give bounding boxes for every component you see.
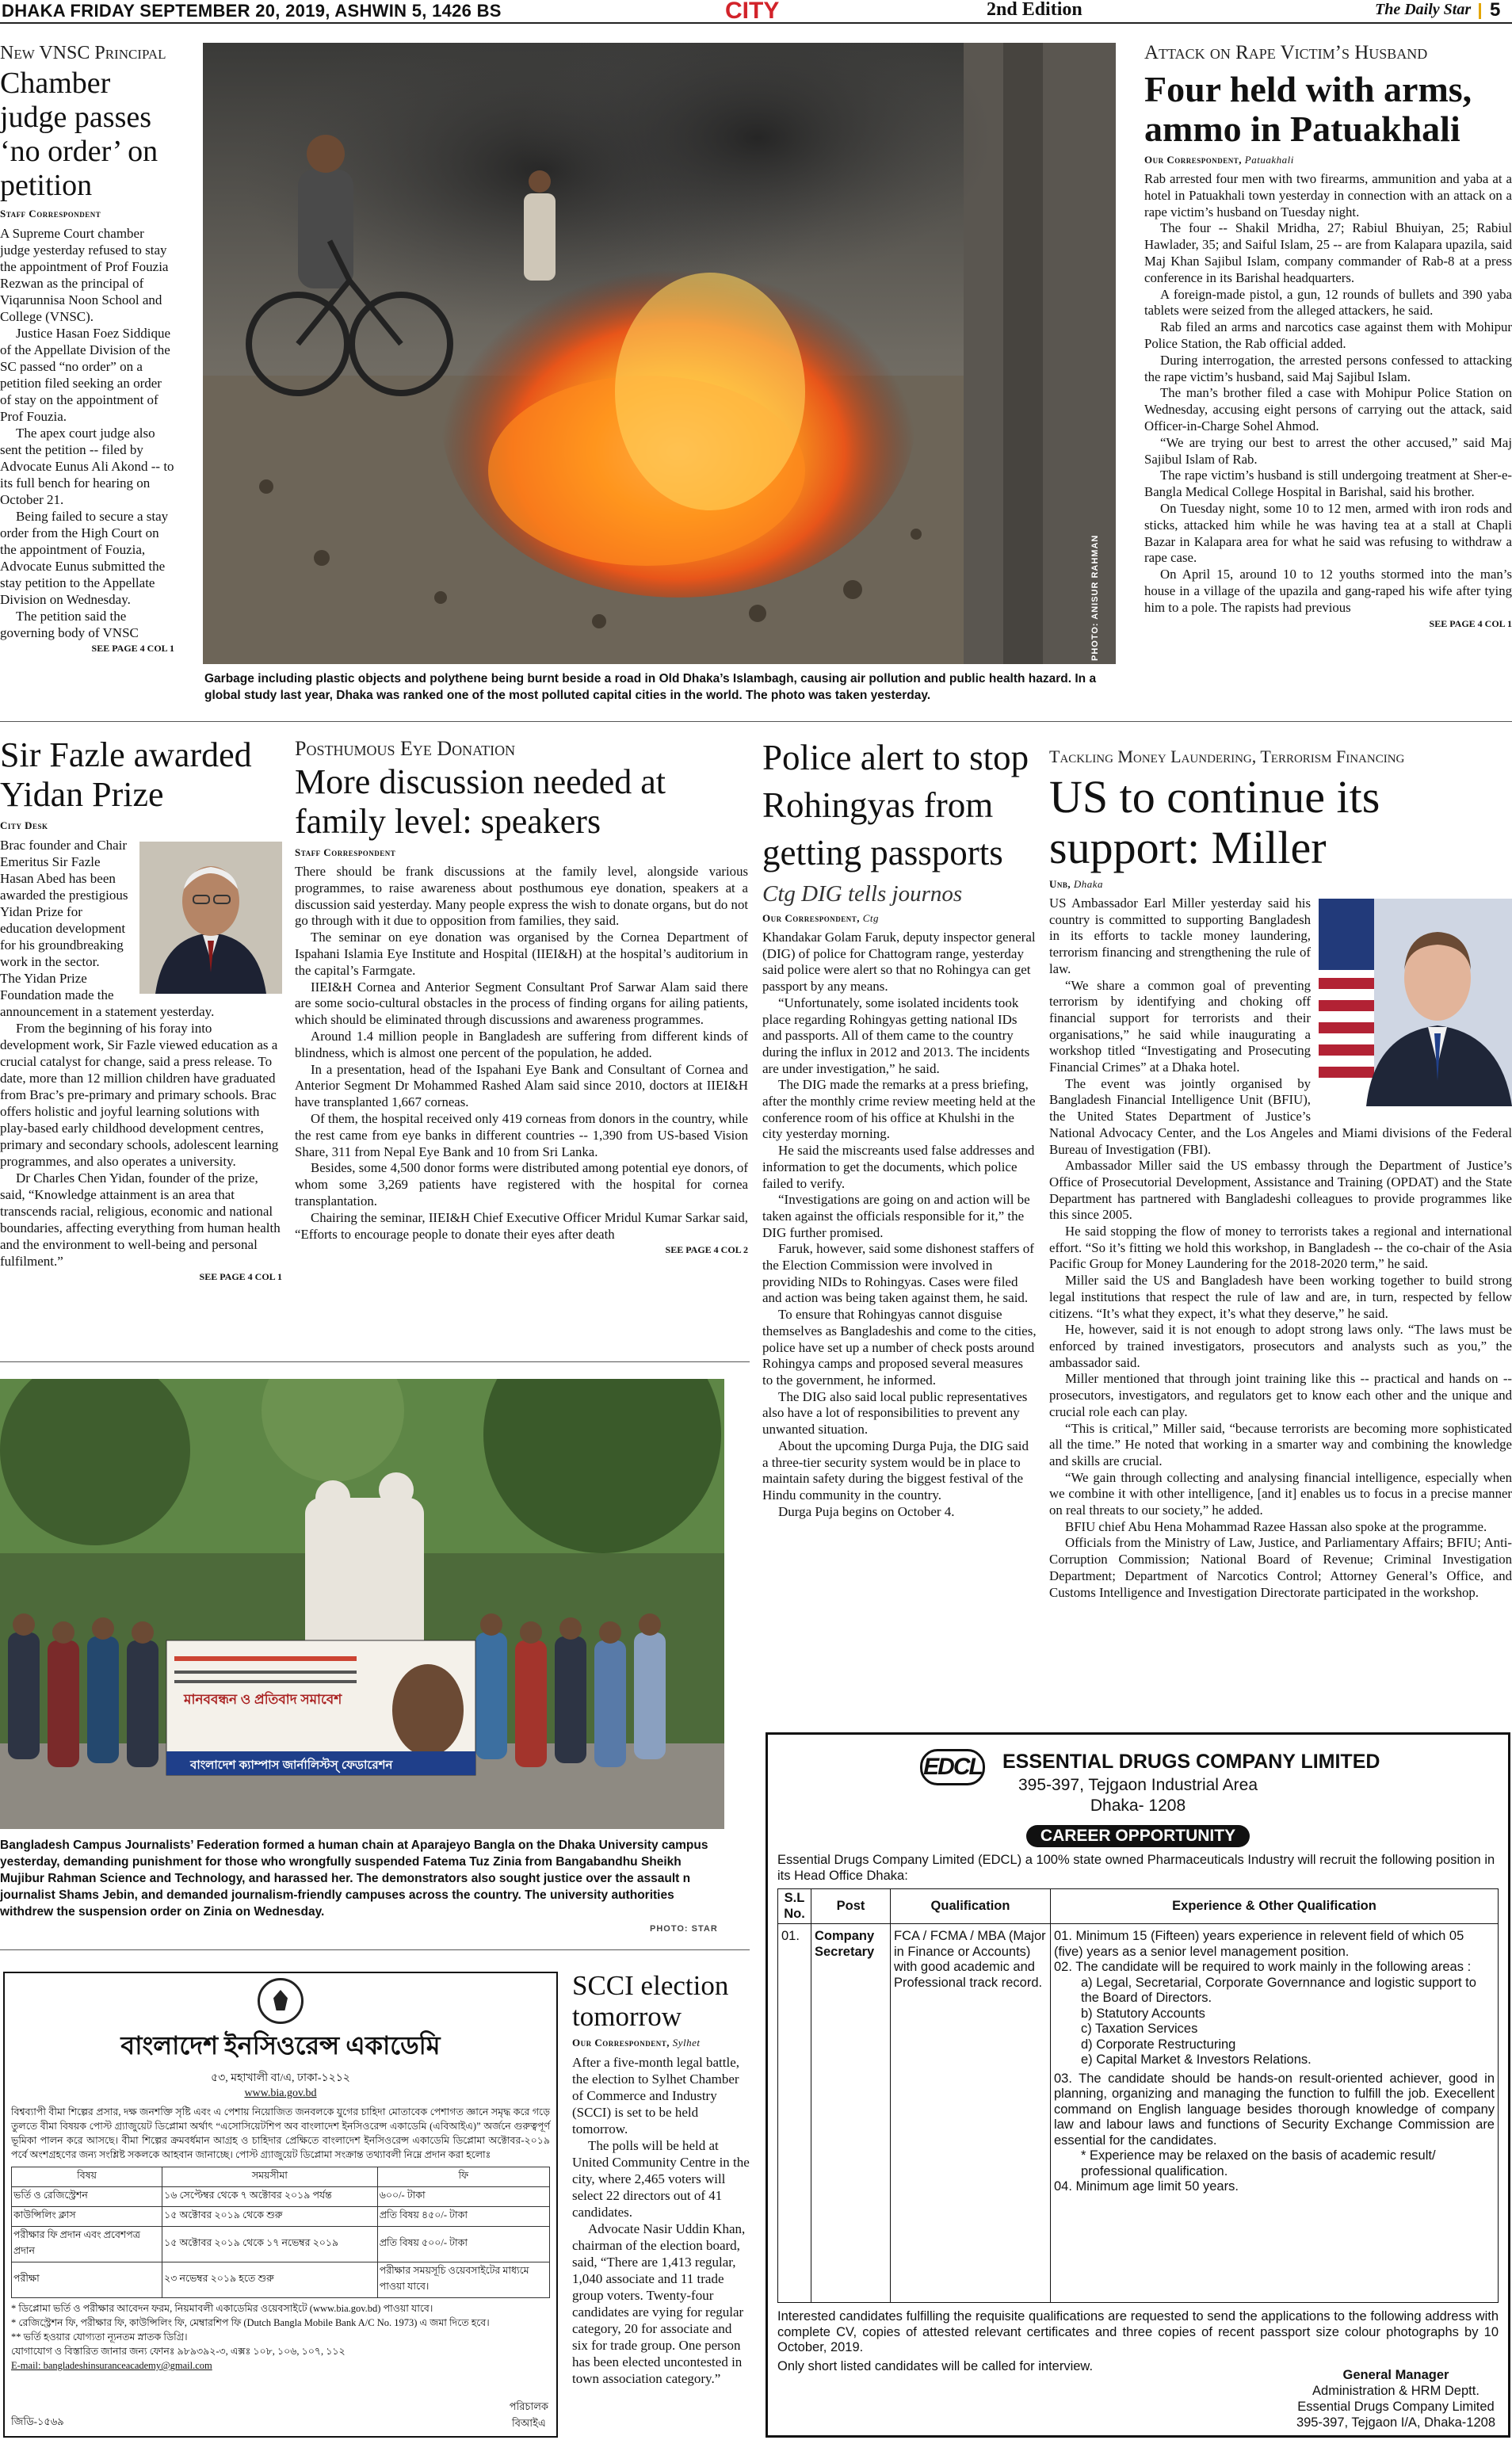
vnsc-para: The apex court judge also sent the petition -- filed by Advocate Eunus Ali Akond -- to its full bench for hearing on October 21. [0, 426, 174, 507]
us-para: BFIU chief Abu Hena Mohammad Razee Hassan also spoke at the programme. [1065, 1518, 1487, 1534]
table-cell: FCA / FCMA / MBA (Major in Finance or Accounts) with good academic and Professional track record. [891, 1924, 1051, 2303]
bia-emblem [258, 1978, 304, 2024]
table-cell: ২৩ নভেম্বর ২০১৯ হতে শুরু [162, 2262, 378, 2298]
attack-byline [1144, 154, 1512, 166]
us-byline [1049, 878, 1512, 891]
table-cell: প্রতি বিষয় ৫০০/- টাকা [377, 2227, 549, 2262]
table-cell: 01. [778, 1924, 811, 2303]
eye-para: Around 1.4 million people in Bangladesh are suffering from different kinds of blindness, which is almost one percent of the population, he added. [295, 1028, 748, 1060]
edcl-exp: 04. Minimum age limit 50 years. [1054, 2179, 1239, 2194]
table-cell: পরীক্ষার সময়সূচি ওয়েবসাইটের মাধ্যমে পাওয়া যাবে। [377, 2262, 549, 2298]
police-para: To ensure that Rohingyas cannot disguise themselves as Bangladeshis and come to the cities, police have set up a number of check posts around Rohingya camps and proposed several measures to the government, he informed. [762, 1307, 1037, 1388]
vnsc-article [0, 41, 174, 707]
bia-email[interactable]: E-mail: bangladeshinsuranceacademy@gmail.com [11, 2360, 212, 2371]
us-para: He, however, said it is not enough to adopt strong laws only. “The laws must be enforced by trained investigators, prosecutors and analysts such as you,” the ambassador said. [1049, 1322, 1512, 1370]
vnsc-byline: Staff Correspondent [0, 208, 101, 220]
police-para: The DIG made the remarks at a press briefing, after the monthly crime review meeting held at the conference room of his office at Khulshi in the city yesterday morning. [762, 1077, 1036, 1142]
human-chain-photo [0, 1379, 724, 1829]
edcl-area: d) Corporate Restructuring [1081, 2037, 1236, 2052]
us-dateline: Dhaka [1073, 878, 1104, 890]
attack-byline-text: Our Correspondent, [1144, 154, 1243, 166]
bia-notes [11, 2301, 550, 2373]
eye-body [295, 864, 748, 1243]
bia-code: জিডি-১৫৬৯ [11, 2415, 64, 2427]
chain-photo-caption: Bangladesh Campus Journalists’ Federation formed a human chain at Aparajeyo Bangla on the Dhaka University campus yesterday, demanding punishment for those who wrongfully suspended Fatema Tuz Zinia from Bangabandhu Sheikh Mujibur Rahman Science and Technology, and harassed her. The demonstrators also sought justice over the assault n journalist Shams Jebin, and demanded journalism-friendly campuses across the country. The university authorities withdrew the suspension order on Zinia on Wednesday. [0, 1839, 708, 1919]
attack-para: The man’s brother filed a case with Mohipur Police Station on Wednesday, accusing eight persons of carrying out the attack, said Officer-in-Charge Sohel Ahmod. [1144, 385, 1512, 433]
scci-body [572, 2054, 750, 2387]
table-cell: ভর্তি ও রেজিস্ট্রেশন [12, 2187, 162, 2207]
vnsc-jump[interactable]: SEE PAGE 4 COL 1 [91, 643, 174, 654]
vnsc-para: Being failed to secure a stay order from the High Court on the appointment of Fouzia, Advocate Eunus submitted the stay petition to the Appellate Division on Wednesday. [0, 509, 169, 607]
attack-para: On April 15, around 10 to 12 youths stormed into the man’s house in a village of the upazila and gang-raped his wife after tying him to a pole. The rapists had previous [1144, 567, 1512, 615]
police-byline [762, 912, 1037, 925]
police-para: “Investigations are going on and action will be taken against the officials responsible for it,” the DIG further promised. [762, 1192, 1030, 1240]
bia-col-head: সময়সীমা [162, 2167, 378, 2187]
bia-note: * ডিপ্লোমা ভর্তি ও পরীক্ষার আবেদন ফরম, নিয়মাবলী একাডেমির ওয়েবসাইটে (www.bia.gov.bd) পাওয়া যাবে। [11, 2303, 433, 2314]
edcl-area: e) Capital Market & Investors Relations. [1081, 2052, 1312, 2067]
edcl-area: a) Legal, Secretarial, Corporate Governnance and logistic support to the Board of Directors. [1081, 1975, 1476, 2005]
bia-col-head: বিষয় [12, 2167, 162, 2187]
table-row [12, 2262, 550, 2298]
edcl-logo: EDCL [920, 1749, 985, 1785]
fazle-para: Dr Charles Chen Yidan, founder of the prize, said, “Knowledge attainment is an area that transcends racial, religious, economic and national boundaries, affecting everything from human health and the environment to well-being and personal fulfilment.” [0, 1170, 281, 1269]
edcl-col-head: S.L No. [778, 1889, 811, 1924]
fazle-para: From the beginning of his foray into development work, Sir Fazle viewed education as a crucial catalyst for change, said a press release. To date, more than 12 million children have graduated from Brac’s pre-primary and primary schools. Brac offers holistic and joyful learning solutions with play-based early childhood development centres, primary and secondary schools, adolescent learning programmes, and also operates a university. [0, 1021, 279, 1169]
bia-website[interactable]: www.bia.gov.bd [244, 2087, 317, 2099]
eye-para: Chairing the seminar, IIEI&H Chief Executive Officer Mridul Kumar Sarkar said, “Efforts to encourage people to donate their eyes after death [295, 1209, 748, 1242]
attack-kicker: Attack on Rape Victim’s Husband [1144, 42, 1428, 63]
attack-para: “We are trying our best to arrest the other accused,” said Maj Sajibul Islam of Rab. [1144, 434, 1512, 467]
eye-kicker: Posthumous Eye Donation [295, 737, 516, 760]
scci-byline-text: Our Correspondent, [572, 2037, 670, 2049]
fire-scene-image [203, 43, 1116, 664]
attack-article [1144, 41, 1512, 707]
us-para: Miller mentioned that through joint training like this -- practical and hands on -- prosecutors, investigators, and regulators get to know each other and the unique and crucial role each can play. [1049, 1371, 1512, 1419]
page-number: 5 [1490, 0, 1501, 21]
bia-signatory: পরিচালক [509, 2400, 548, 2412]
scci-para: After a five-month legal battle, the election to Sylhet Chamber of Commerce and Industry (SCCI) is set to be held tomorrow. [572, 2055, 739, 2136]
vnsc-para: The petition said the governing body of VNSC [0, 609, 139, 640]
fazle-article [0, 735, 282, 1346]
fire-photo-caption: Garbage including plastic objects and polythene being burnt beside a road in Old Dhaka’s Islambagh, causing air pollution and public health hazard. In a global study last year, Dhaka was ranked one of the most polluted capital cities in the world. The photo was taken yesterday. [204, 672, 1097, 702]
fazle-para: The Yidan Prize Foundation made the announcement in a statement yesterday. [0, 971, 215, 1019]
edcl-address-1: 395-397, Tejgaon Industrial Area [1018, 1776, 1258, 1794]
edcl-col-head: Post [811, 1889, 891, 1924]
bia-address: ৫৩, মহাখালী বা/এ, ঢাকা-১২১২ [211, 2072, 350, 2084]
banner-title: মানববন্ধন ও প্রতিবাদ সমাবেশ [184, 1692, 342, 1707]
table-cell: ৬০০/- টাকা [377, 2187, 549, 2207]
edcl-banner: CAREER OPPORTUNITY [1026, 1825, 1250, 1847]
attack-para: The rape victim’s husband is still undergoing treatment at Sher-e-Bangla Medical College Hospital in Barishal, said his brother. [1144, 468, 1512, 500]
dateline: DHAKA FRIDAY SEPTEMBER 20, 2019, ASHWIN 5, 1426 BS [2, 1, 502, 21]
edcl-signatory: General Manager [1342, 2368, 1449, 2382]
attack-para: During interrogation, the arrested persons confessed to attacking the rape victim’s husband, said Maj Sajibul Islam. [1144, 352, 1512, 384]
edcl-footer: Interested candidates fulfilling the requisite qualifications are requested to send the applications to the following address with complete CV, copies of attested relevant certificates and three copies of recent passport size colour photographs by 10 October, 2019. [777, 2309, 1499, 2354]
vnsc-body [0, 225, 174, 641]
us-byline-text: Unb, [1049, 878, 1071, 890]
fazle-portrait [139, 842, 282, 994]
eye-para: In a presentation, head of the Ispahani Eye Bank and Consultant of Cornea and Anterior Segment Dr Mohammed Rashed Alam said since 2010, doctors at IIEI&H have transplanted 1,667 corneas. [295, 1061, 748, 1110]
scci-dateline: Sylhet [672, 2037, 701, 2049]
fazle-headline: Sir Fazle awarded Yidan Prize [0, 735, 252, 814]
edcl-col-head: Experience & Other Qualification [1051, 1889, 1499, 1924]
edition-label: 2nd Edition [987, 0, 1082, 20]
scci-para: The polls will be held at United Community Centre in the city, where 2,465 voters will select 22 directors out of 41 candidates. [572, 2138, 750, 2220]
edcl-col-head: Qualification [891, 1889, 1051, 1924]
eye-article [295, 737, 748, 1347]
chain-photo-credit: PHOTO: STAR [650, 1924, 718, 1934]
attack-para: The four -- Shakil Mridha, 27; Rabiul Bhuiyan, 25; Rabiul Hawlader, 35; and Saiful Islam, 25 -- are from Kalapara upazila, said Maj Khan Sajibul Islam, company commander of Rab-8 at a press conference in its Barishal headquarters. [1144, 220, 1512, 285]
edcl-signatory: 395-397, Tejgaon I/A, Dhaka-1208 [1296, 2415, 1495, 2430]
us-para: “We gain through collecting and analysing financial intelligence, especially when we combine it with other intelligence, [and it] enables us to focus in a precise manner on real threats to our society,” he added. [1049, 1469, 1512, 1518]
vnsc-headline: Chamber judge passes ‘no order’ on petition [0, 67, 158, 202]
table-cell: কাউন্সিলিং ক্লাস [12, 2207, 162, 2227]
eye-para: There should be frank discussions at the family level, alongside various programmes, to raise awareness about posthumous eye donation, speakers at a discussion said yesterday. Many people express the wish to donate organs, but do not go through with it due to opposition from families, they said. [295, 864, 748, 929]
table-row [778, 1924, 1499, 2303]
us-para: “This is critical,” Miller said, “because terrorists are becoming more sophisticated all the time.” He noted that working in a smarter way and combining the knowledge and skills are crucial. [1049, 1420, 1512, 1468]
us-headline: US to continue its support: Miller [1049, 771, 1380, 873]
edcl-exp-note: * Experience may be relaxed on the basis of academic result/ professional qualification. [1081, 2148, 1436, 2178]
fazle-byline: City Desk [0, 819, 48, 831]
table-row [12, 2227, 550, 2262]
masthead-bar [0, 0, 1512, 24]
attack-para: Rab arrested four men with two firearms, ammunition and yaba at a hotel in Patuakhali town yesterday in connection with an attack on a rape victim’s husband on Tuesday night. [1144, 171, 1512, 220]
us-flag [1319, 899, 1374, 1106]
edcl-address-2: Dhaka- 1208 [1090, 1797, 1186, 1815]
scci-headline: SCCI election tomorrow [572, 1970, 729, 2032]
us-para: The event was jointly organised by Bangladesh Financial Intelligence Unit (BFIU), the United States Department of Justice’s National Advocacy Center, and the Los Angeles and Miami divisions of the Federal Bureau of Investigation (FBI). [1049, 1075, 1512, 1157]
edcl-exp: 01. Minimum 15 (Fifteen) years experience in relevent field of which 05 (five) years as a senior level management position. [1054, 1929, 1464, 1959]
vnsc-para: A Supreme Court chamber judge yesterday refused to stay the appointment of Prof Fouzia Rezwan as the principal of Viqarunnisa Noon School and College (VNSC). [0, 226, 169, 324]
attack-body [1144, 171, 1512, 617]
paper-name: The Daily Star [1375, 1, 1472, 18]
police-body [762, 930, 1037, 1520]
bia-schedule-table [11, 2167, 550, 2298]
attack-para: On Tuesday night, some 10 to 12 men, armed with iron rods and sticks, attacked him while he was having tea at a stall at Chapli Bazar in Kalapara area for what he said was refusing to withdraw a rape case. [1144, 500, 1512, 566]
bia-advertisement [3, 1972, 558, 2438]
fire-photo-credit: PHOTO: ANISUR RAHMAN [1090, 534, 1100, 661]
bia-contact: যোগাযোগ ও বিস্তারিত জানার জন্য ফোনঃ ৯৮৯৩৯২-৩, এক্সঃ ১০৮, ১০৬, ১০৭, ১১২ [11, 2346, 346, 2357]
attack-para: A foreign-made pistol, a gun, 12 rounds of bullets and 390 yaba tablets were seized from the alleged attackers, he said. [1144, 286, 1512, 319]
scci-para: Advocate Nasir Uddin Khan, chairman of the election board, said, “There are 1,413 regular, 1,040 associate and 11 trade group voters. Twenty-four candidates are vying for regular category, 20 for associate and six for trade group. One person has been elected uncontested in town association category.” [572, 2221, 746, 2386]
edcl-shortlist: Only short listed candidates will be called for interview. [777, 2358, 1094, 2373]
eye-para: IIEI&H Cornea and Anterior Segment Consultant Prof Sarwar Alam said there are some socio-cultural obstacles in the process of finding organs for ailing patients, which should be eliminated through discussions and awareness programmes. [295, 979, 748, 1028]
bia-note: ** ভর্তি হওয়ার যোগ্যতা ন্যূনতম স্নাতক ডিগ্রি। [11, 2331, 188, 2343]
table-row [12, 2207, 550, 2227]
vnsc-para: Justice Hasan Foez Siddique of the Appellate Division of the SC passed “no order” on a petition filed seeking an order of stay on the appointment of Prof Fouzia. [0, 326, 170, 424]
table-cell: পরীক্ষা [12, 2262, 162, 2298]
eye-para: Besides, some 4,500 donor forms were distributed among potential eye donors, of whom some 3,269 patients have registered with the hospital for cornea transplantation. [295, 1160, 748, 1209]
us-para: He said stopping the flow of money to terrorists takes a regional and international effort. “So it’s fitting we hold this workshop, in Bangladesh -- the co-chair of the Asia Pacific Group for Money Laundering for the 2018-2020 term,” he said. [1049, 1224, 1512, 1272]
us-para: “We share a common goal of preventing terrorism by identifying and choking off financial support for terrorists and their organisations,” he said while inaugurating a workshop titled “Investigating and Prosecuting Financial Crimes” at a Dhaka hotel. [1049, 977, 1311, 1075]
table-row [12, 2187, 550, 2207]
bia-signatory-org: বিআইএ [511, 2417, 546, 2429]
us-para: Ambassador Miller said the US embassy through the Department of Justice’s Office of Prosecutorial Development, Assistance and Training (OPDAT) and the State Department has partnered with Bangladeshi colleagues to provide programmes like this since 2005. [1049, 1158, 1512, 1223]
scci-byline [572, 2037, 750, 2049]
vnsc-kicker: New VNSC Principal [0, 43, 166, 63]
table-cell-experience [1051, 1924, 1499, 2303]
police-para: Durga Puja begins on October 4. [778, 1503, 955, 1519]
scci-article [572, 1970, 750, 2438]
edcl-area: c) Taxation Services [1081, 2022, 1198, 2036]
police-subhead: Ctg DIG tells journos [762, 881, 963, 907]
edcl-position-table [777, 1888, 1499, 2303]
bia-title: বাংলাদেশ ইনসিওরেন্স একাডেমি [120, 2031, 441, 2060]
table-cell: প্রতি বিষয় ৪৫০/- টাকা [377, 2207, 549, 2227]
fazle-jump[interactable]: SEE PAGE 4 COL 1 [199, 1271, 282, 1282]
eye-byline: Staff Correspondent [295, 846, 396, 858]
garbage-fire-photo [203, 43, 1116, 664]
police-para: “Unfortunately, some isolated incidents took place regarding Rohingyas getting national IDs and passports. All of them came to the country during the influx in 2012 and 2013. The incidents are under investigation,” he said. [762, 995, 1030, 1076]
eye-para: The seminar on eye donation was organised by the Cornea Department of Ispahani Islamia Eye Institute and Hospital (IIEI&H) at the hospital’s auditorium in the capital’s Farmgate. [295, 930, 748, 978]
us-para: US Ambassador Earl Miller yesterday said his country is committed to supporting Bangladesh in its efforts to tackle money laundering, terrorism financing and strengthening the rule of law. [1049, 895, 1311, 976]
edcl-exp: 03. The candidate should be hands-on result-oriented achiever, good in planning, organizing and managing the function to fulfill the job. Execellent command on English language besides thorough knowledge of company law and labour laws and functions of Security Exchange Commission are essential for the candidates. [1054, 2071, 1495, 2148]
eye-jump[interactable]: SEE PAGE 4 COL 2 [665, 1244, 748, 1256]
edcl-intro: Essential Drugs Company Limited (EDCL) a 100% state owned Pharmaceuticals Industry will recruit the following position in its Head Office Dhaka: [777, 1853, 1495, 1883]
section-name: CITY [725, 0, 780, 24]
fazle-wrap-para: Brac founder and Chair Emeritus Sir Fazle Hasan Abed has been awarded the prestigious Yidan Prize for education development for his groundbreaking work in the sector. [0, 838, 128, 969]
police-byline-text: Our Correspondent, [762, 912, 861, 924]
police-para: The DIG also said local public representatives also have a lot of responsibilities to prevent any unwanted situation. [762, 1388, 1028, 1438]
miller-portrait [1319, 899, 1512, 1106]
police-para: He said the miscreants used false addresses and information to get the documents, which police failed to verify. [762, 1143, 1035, 1191]
edcl-signatory: Administration & HRM Deptt. [1312, 2384, 1480, 2398]
edcl-area: b) Statutory Accounts [1081, 2006, 1205, 2021]
us-kicker: Tackling Money Laundering, Terrorism Financing [1049, 747, 1405, 766]
police-para: Khandakar Golam Faruk, deputy inspector general (DIG) of police for Chattogram range, yesterday said police were alert so that no Rohingya can get passport by any means. [762, 930, 1036, 995]
table-cell: ১৫ অক্টোবর ২০১৯ থেকে শুরু [162, 2207, 378, 2227]
attack-para: Rab filed an arms and narcotics case against them with Mohipur Police Station, the Rab official added. [1144, 319, 1512, 351]
attack-headline: Four held with arms, ammo in Patuakhali [1144, 69, 1472, 149]
police-para: Faruk, however, said some dishonest staffers of the Election Commission were involved in providing NIDs to Rohingyas. Cases were filed and action was being taken against them, he said. [762, 1241, 1034, 1306]
edcl-company-name: ESSENTIAL DRUGS COMPANY LIMITED [1002, 1751, 1380, 1773]
edcl-advertisement [766, 1732, 1510, 2438]
table-cell: পরীক্ষার ফি প্রদান এবং প্রবেশপত্র প্রদান [12, 2227, 162, 2262]
attack-jump[interactable]: SEE PAGE 4 COL 1 [1429, 617, 1512, 629]
edcl-signatory: Essential Drugs Company Limited [1297, 2400, 1495, 2414]
bia-note: * রেজিস্ট্রেশন ফি, পরীক্ষার ফি, কাউন্সিলিং ফি, মেম্বারশিপ ফি (Dutch Bangla Mobile Bank A/C No. 1973) এ জমা দিতে হবে। [11, 2317, 490, 2328]
table-cell: ১৬ সেপ্টেম্বর থেকে ৭ অক্টোবর ২০১৯ পর্যন্ত [162, 2187, 378, 2207]
table-cell: Company Secretary [811, 1924, 891, 2303]
police-article [762, 734, 1037, 1685]
attack-dateline: Patuakhali [1244, 154, 1294, 166]
police-para: About the upcoming Durga Puja, the DIG said a three-tier security system would be in place to maintain safety during the biggest festival of the Hindu community in the country. [762, 1438, 1029, 1503]
police-dateline: Ctg [862, 912, 880, 924]
bia-intro: বিশ্বব্যাপী বীমা শিল্পের প্রসার, দক্ষ জনশক্তি সৃষ্টি এবং এ পেশায় নিয়োজিত জনবলকে যুগের চাহিদা মোতাবেক পেশাগত জ্ঞানে সমৃদ্ধ করে গড়ে তুলতে বীমা বিষয়ক পোস্ট গ্র্যাজুয়েট ডিপ্লোমা অর্থাৎ “এসোসিয়েটশিপ অব বাংলাদেশ ইনসিওরেন্স একাডেমি (এবিআইএ)” অর্জনে গুরুত্বপূর্ণ ভূমিকা পালন করে আসছে। বীমা শিল্পের ক্রমবর্ধমান আগ্রহ ও চাহিদার প্রেক্ষিতে বাংলাদেশ ইনসিওরেন্স একাডেমি ডিপ্লোমা অক্টোবর-২০১৯ পর্বে অংশগ্রহণের জন্য সংশ্লিষ্ট সকলকে আহবান জানাচ্ছে। পোস্ট গ্র্যাজুয়েট ডিপ্লোমা সংক্রান্ত তথ্যাবলী নিম্নে প্রদান করা হলোঃ [11, 2106, 550, 2160]
table-cell: ১৫ অক্টোবর ২০১৯ থেকে ১৭ নভেম্বর ২০১৯ [162, 2227, 378, 2262]
us-para: Officials from the Ministry of Law, Justice, and Parliamentary Affairs; BFIU; Anti-Corruption Commission; National Board of Revenue; Criminal Investigation Department; Department of Narcotics Control; Attorney General’s Office, and Customs Intelligence and Investigation Directorate participated in the workshop. [1049, 1535, 1512, 1600]
eye-headline: More discussion needed at family level: speakers [295, 762, 666, 841]
us-article [1049, 745, 1512, 1720]
bia-col-head: ফি [377, 2167, 549, 2187]
banner-org: বাংলাদেশ ক্যাম্পাস জার্নালিস্টস্‌ ফেডারেশন [190, 1758, 393, 1772]
us-para: Miller said the US and Bangladesh have been working together to build strong legal institutions that respect the rule of law and are, in turn, respected by fellow citizens. “It’s what they expect, it’s what they deserve,” he said. [1049, 1273, 1512, 1321]
eye-para: Of them, the hospital received only 419 corneas from donors in the country, while the rest came from eye banks in different countries -- 1,390 from US-based Vision Share, 311 from Nepal Eye Bank and 10 from Sri Lanka. [295, 1110, 748, 1159]
police-headline: Police alert to stop Rohingyas from getting passports [762, 738, 1029, 873]
edcl-exp: 02. The candidate will be required to work mainly in the following areas : [1054, 1960, 1472, 1974]
